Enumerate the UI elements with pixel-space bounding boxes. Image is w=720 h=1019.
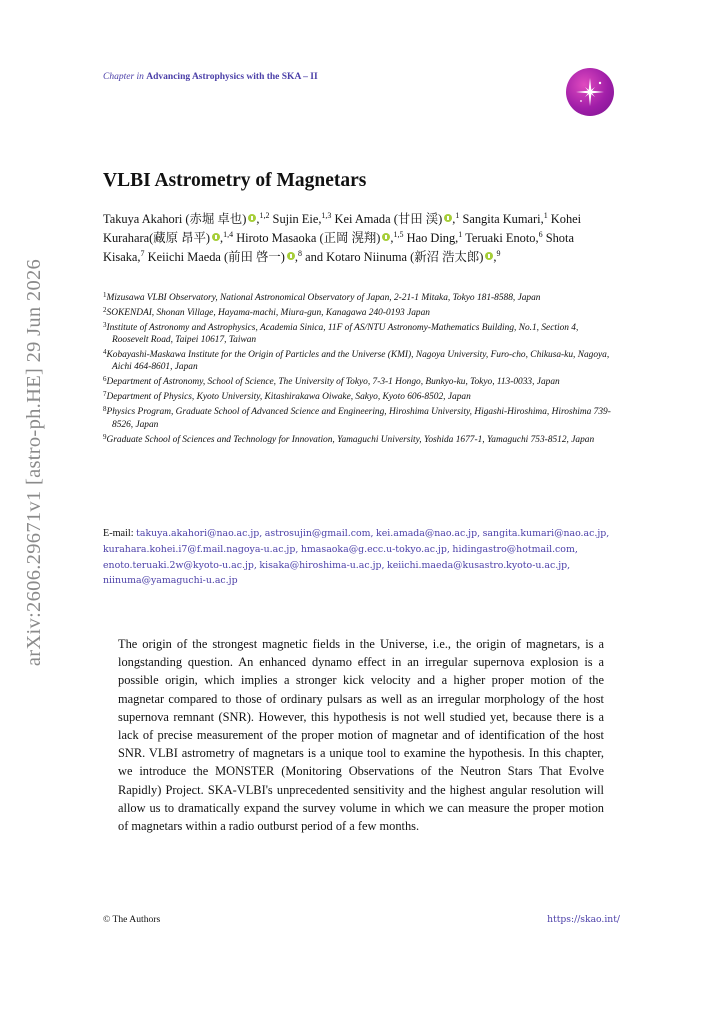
author-list	[103, 210, 593, 267]
footer-link[interactable]: https://skao.int/	[547, 914, 620, 925]
chapter-header	[103, 72, 318, 82]
author-name: Sangita Kumari,	[462, 212, 544, 226]
affiliation-number: 9	[103, 432, 107, 441]
email-block	[103, 526, 623, 589]
orcid-icon[interactable]	[382, 233, 390, 241]
ska-logo-icon	[566, 68, 614, 116]
author-affiliation-marker: 9	[496, 248, 501, 258]
affiliation-text: Mizusawa VLBI Observatory, National Astronomical Observatory of Japan, 2-21-1 Mitaka, Tokyo 181-8588, Japan	[106, 293, 541, 303]
author	[465, 231, 542, 245]
author	[273, 212, 332, 226]
affiliation	[103, 307, 613, 319]
author: Keiichi Maeda (前田 啓一) ,$^8$	[147, 248, 303, 264]
email-address[interactable]: hidingastro@hotmail.com,	[452, 543, 578, 555]
author-affiliation-marker: 1	[543, 210, 548, 220]
author: Kohei Kurahara(藏原 昂平) ,$^{1,4}$	[103, 212, 582, 245]
email-address[interactable]: sangita.kumari@nao.ac.jp,	[482, 528, 610, 539]
author: Kotaro Niinuma (新沼 浩太郎) ,$^9$	[326, 248, 501, 264]
affiliation-number: 4	[103, 348, 107, 357]
affiliation	[103, 406, 613, 430]
author-name: Hiroto Masaoka (正岡 滉翔)	[236, 231, 381, 245]
orcid-icon[interactable]	[444, 214, 452, 222]
email-address[interactable]: kisaka@hiroshima-u.ac.jp,	[259, 559, 385, 571]
paper-title: VLBI Astrometry of Magnetars	[103, 170, 367, 191]
author-affiliation-marker: 1,3	[321, 210, 332, 220]
author-name: Keiichi Maeda (前田 啓一)	[147, 250, 285, 264]
author-affiliation-marker: 1,2	[259, 210, 270, 220]
author-name: Sujin Eie,	[272, 212, 322, 226]
author-name: Kohei Kurahara(藏原 昂平)	[103, 212, 582, 245]
affiliation	[103, 391, 613, 403]
abstract: The origin of the strongest magnetic fields in the Universe, i.e., the origin of magnetars, is a longstanding question. An enhanced dynamo effect in an irregular supernova explosion is a possible origin, which implies a stronger kick velocity and a higher proper motion of the magnetar compared to those of ordinary pulsars as well as an irregular morphology of the host supernova remnant (SNR). However, this hypothesis is not well studied yet, because there is a lack of precise measurement of the proper motion of magnetar and of identification of the host SNR. VLBI astrometry of magnetars is a unique tool to examine the hypothesis. In this chapter, we introduce the MONSTER (Monitoring Observations of the Neutron Stars That Evolve Rapidly) Project. SKA-VLBI's unprecedented sensitivity and the highest angular resolution will allow us to dramatically expand the survey volume in which we can measure the proper motion of magnetars within a radio outburst period of a few months.	[118, 637, 604, 834]
author	[407, 231, 463, 245]
author: Takuya Akahori (赤堀 卓也) ,$^{1,2}$	[103, 210, 270, 226]
email-address[interactable]: astrosujin@gmail.com,	[264, 528, 374, 539]
affiliation	[103, 349, 613, 373]
affiliation-text: Graduate School of Sciences and Technology for Innovation, Yamaguchi University, Yoshida 1677-1, Yamaguchi 753-8512, Japan	[106, 434, 595, 445]
affiliation-text: Kobayashi-Maskawa Institute for the Origin of Particles and the Universe (KMI), Nagoya University, Furo-cho, Chikusa-ku, Nagoya, Aichi 464-8601, Japan	[106, 350, 610, 373]
affiliation-number: 6	[103, 375, 107, 384]
orcid-icon[interactable]	[287, 252, 295, 260]
email-address[interactable]: hmasaoka@g.ecc.u-tokyo.ac.jp,	[300, 543, 450, 555]
author-affiliation-marker: 1	[455, 210, 460, 220]
affiliation	[103, 434, 613, 446]
affiliation	[103, 322, 613, 346]
email-address[interactable]: takuya.akahori@nao.ac.jp,	[136, 528, 263, 539]
orcid-icon[interactable]	[248, 214, 256, 222]
author-name: Teruaki Enoto,	[465, 231, 539, 245]
author-affiliation-marker: 1,5	[393, 229, 404, 239]
author-name: Takuya Akahori (赤堀 卓也)	[103, 212, 247, 226]
author	[462, 212, 547, 226]
author-name: Kei Amada (甘田 渓)	[334, 212, 443, 226]
email-address[interactable]: keiichi.maeda@kusastro.kyoto-u.ac.jp,	[387, 559, 571, 571]
affiliation-number: 1	[103, 291, 107, 299]
email-label: E-mail:	[103, 528, 134, 539]
author: Kei Amada (甘田 渓) ,$^1$	[334, 210, 460, 226]
affiliation-number: 3	[103, 321, 107, 329]
author: Hiroto Masaoka (正岡 滉翔) ,$^{1,5}$	[236, 229, 404, 245]
affiliation-number: 2	[103, 306, 107, 314]
affiliation-text: Physics Program, Graduate School of Advanced Science and Engineering, Hiroshima University, Higashi-Hiroshima, Hiroshima 739-8526, Japan	[106, 407, 611, 430]
orcid-icon[interactable]	[485, 252, 493, 260]
email-address[interactable]: enoto.teruaki.2w@kyoto-u.ac.jp,	[103, 559, 257, 571]
orcid-icon[interactable]	[212, 233, 220, 241]
affiliation-text: SOKENDAI, Shonan Village, Hayama-machi, Miura-gun, Kanagawa 240-0193 Japan	[106, 308, 430, 318]
author-name: Shota Kisaka,	[103, 231, 574, 264]
affiliation-list	[103, 292, 613, 449]
affiliation-text: Department of Physics, Kyoto University, Kitashirakawa Oiwake, Sakyo, Kyoto 606-8502, Japan	[106, 392, 471, 403]
affiliation	[103, 292, 613, 304]
affiliation-number: 7	[103, 390, 107, 399]
arxiv-id-text: arXiv:2606.29671v1 [astro-ph.HE] 29 Jun 2026	[23, 258, 46, 666]
author-affiliation-marker: 6	[538, 229, 543, 239]
email-address[interactable]: kei.amada@nao.ac.jp,	[376, 528, 481, 539]
author-affiliation-marker: 8	[298, 248, 303, 258]
chapter-prefix: Chapter in	[103, 72, 144, 82]
email-address[interactable]: kurahara.kohei.i7@f.mail.nagoya-u.ac.jp,	[103, 543, 299, 555]
email-address[interactable]: niinuma@yamaguchi-u.ac.jp	[103, 575, 238, 587]
author-separator: and	[302, 250, 327, 264]
affiliation-number: 8	[103, 405, 107, 414]
affiliation	[103, 376, 613, 388]
affiliation-text: Institute of Astronomy and Astrophysics, Academia Sinica, 11F of AS/NTU Astronomy-Mathematics Building, No.1, Section 4, Roosevelt Road, Taipei 10617, Taiwan	[106, 323, 579, 346]
author-name: Hao Ding,	[406, 231, 459, 245]
copyright-notice: © The Authors	[103, 914, 161, 925]
author-name: Kotaro Niinuma (新沼 浩太郎)	[326, 250, 484, 264]
book-title: Advancing Astrophysics with the SKA – II	[146, 72, 318, 82]
author-affiliation-marker: 7	[140, 248, 145, 258]
author-affiliation-marker: 1,4	[223, 229, 234, 239]
arxiv-identifier	[18, 252, 52, 672]
affiliation-text: Department of Astronomy, School of Science, The University of Tokyo, 7-3-1 Hongo, Bunkyo-ku, Tokyo, 113-0033, Japan	[106, 377, 560, 388]
author-affiliation-marker: 1	[458, 229, 463, 239]
